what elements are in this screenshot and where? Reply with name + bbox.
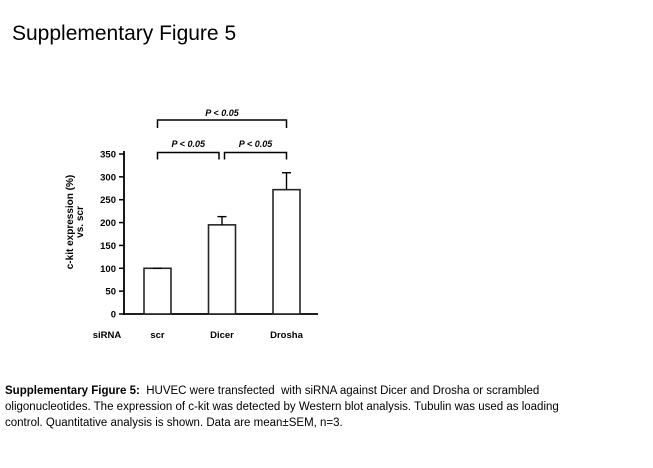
- significance-label-3: P < 0.05: [238, 139, 273, 149]
- y-tick-label: 100: [100, 263, 116, 275]
- y-tick-label: 300: [100, 172, 116, 184]
- y-tick-label: 350: [100, 149, 116, 161]
- bar-dicer: [209, 225, 236, 314]
- caption-line-2: oligonucleotides. The expression of c-kit was detected by Western blot analysis. Tubulin was used as loading: [5, 401, 559, 413]
- x-category-label-drosha: Drosha: [270, 330, 303, 341]
- figure-caption: [5, 383, 653, 431]
- y-axis-title-line-1: c-kit expression (%): [65, 174, 76, 270]
- y-tick-label: 200: [100, 218, 116, 230]
- significance-bracket-3: [225, 153, 287, 160]
- caption-line-3: control. Quantitative analysis is shown. Data are mean±SEM, n=3.: [5, 417, 343, 429]
- caption-line-1-text: HUVEC were transfected with siRNA against Dicer and Drosha or scrambled: [139, 385, 540, 397]
- x-axis-label: siRNA: [92, 330, 122, 341]
- figure-title: Supplementary Figure 5: [12, 22, 237, 45]
- bar-drosha: [273, 190, 300, 314]
- caption-line-1: [5, 383, 653, 399]
- significance-bracket-1: [158, 120, 287, 128]
- significance-label-2: P < 0.05: [171, 139, 205, 149]
- y-tick-label: 0: [110, 309, 116, 321]
- y-axis-title-line-2: vs. scr: [75, 206, 86, 238]
- bar-scr: [144, 268, 171, 314]
- y-tick-label: 50: [105, 286, 116, 298]
- y-tick-label: 150: [100, 240, 116, 252]
- significance-bracket-2: [158, 153, 220, 160]
- y-tick-label: 250: [100, 195, 116, 207]
- caption-bold-prefix: Supplementary Figure 5:: [5, 385, 140, 397]
- x-category-label-dicer: Dicer: [210, 330, 234, 341]
- x-category-label-scr: scr: [150, 330, 165, 341]
- significance-label-1: P < 0.05: [205, 108, 239, 118]
